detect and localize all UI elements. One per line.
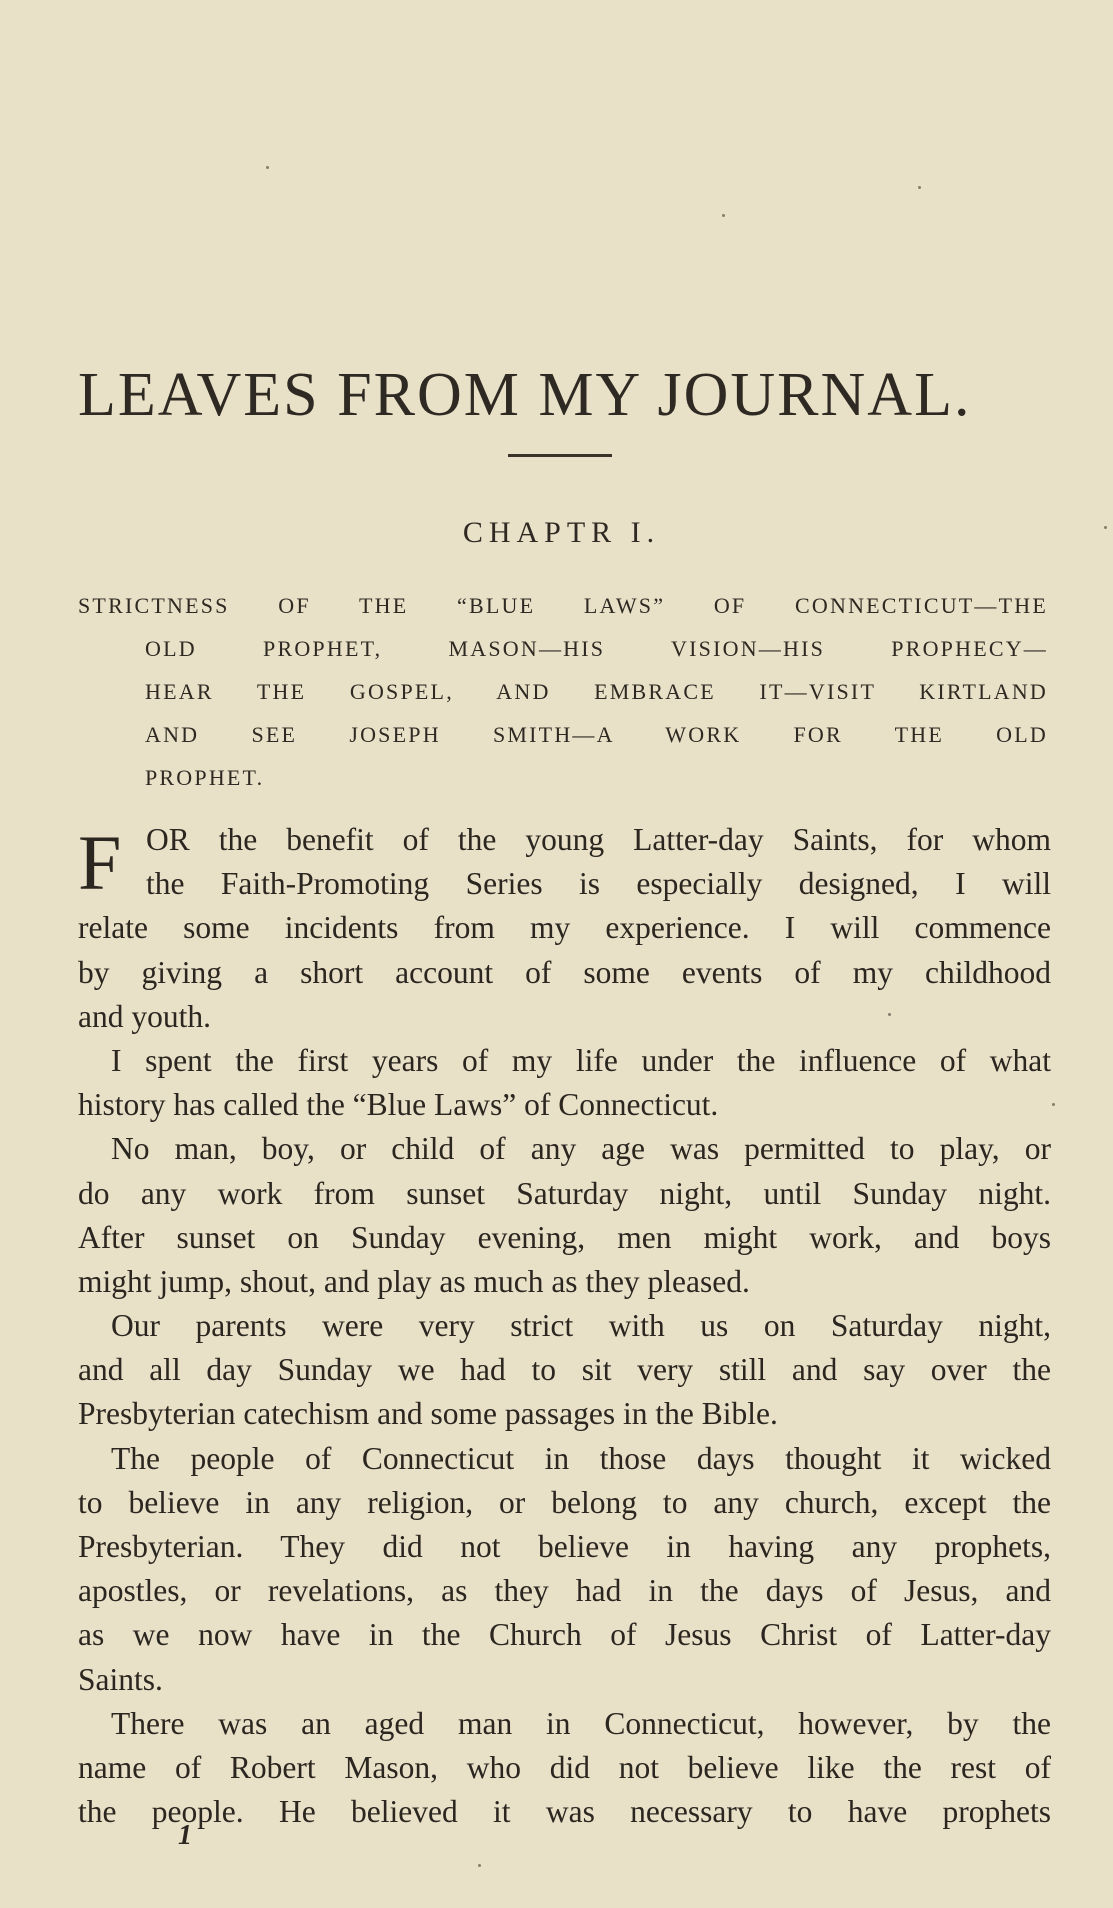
body-line: Saints. bbox=[78, 1661, 163, 1697]
body-line: OR the benefit of the young Latter-day Saints, for whom bbox=[146, 822, 1051, 857]
synopsis-line: OLD PROPHET, MASON—HIS VISION—HIS PROPHECY— bbox=[145, 636, 1048, 661]
body-line: After sunset on Sunday evening, men might work, and boys bbox=[78, 1219, 1051, 1255]
body-line: apostles, or revelations, as they had in the days of Jesus, and bbox=[78, 1573, 1051, 1609]
body-line: and all day Sunday we had to sit very still and say over the bbox=[78, 1352, 1051, 1388]
synopsis-line: PROPHET. bbox=[145, 765, 265, 790]
body-line: by giving a short account of some events of my childhood bbox=[78, 954, 1051, 990]
body-line: history has called the “Blue Laws” of Connecticut. bbox=[78, 1087, 719, 1123]
body-line: do any work from sunset Saturday night, until Sunday night. bbox=[78, 1175, 1051, 1211]
body-line: might jump, shout, and play as much as they pleased. bbox=[78, 1263, 750, 1299]
body-line: I spent the first years of my life under the influence of what bbox=[111, 1042, 1051, 1078]
body-line: the Faith-Promoting Series is especially designed, I will bbox=[146, 866, 1051, 902]
body-line: Presbyterian. They did not believe in having any prophets, bbox=[78, 1529, 1051, 1564]
chapter-synopsis bbox=[78, 590, 1048, 805]
page-speck bbox=[722, 214, 725, 217]
page-speck bbox=[918, 186, 921, 189]
page-speck bbox=[478, 1864, 481, 1867]
body-line: No man, boy, or child of any age was permitted to play, or bbox=[111, 1131, 1051, 1167]
synopsis-line: STRICTNESS OF THE “BLUE LAWS” OF CONNECTICUT—THE bbox=[78, 593, 1048, 618]
chapter-body bbox=[78, 818, 1051, 1834]
chapter-heading: CHAPTR I. bbox=[462, 516, 661, 549]
title-rule bbox=[508, 454, 612, 457]
body-line: relate some incidents from my experience. I will commence bbox=[78, 910, 1051, 946]
body-line: Our parents were very strict with us on Saturday night, bbox=[111, 1308, 1051, 1344]
drop-cap: F bbox=[78, 819, 122, 906]
body-line: the people. He believed it was necessary to have prophets bbox=[78, 1794, 1051, 1830]
body-line: and youth. bbox=[78, 998, 211, 1034]
synopsis-line: HEAR THE GOSPEL, AND EMBRACE IT—VISIT KIRTLAND bbox=[145, 679, 1048, 704]
page-speck bbox=[266, 166, 269, 169]
page-number: 1 bbox=[178, 1820, 192, 1851]
body-line: name of Robert Mason, who did not believe like the rest of bbox=[78, 1749, 1051, 1785]
body-line: Presbyterian catechism and some passages in the Bible. bbox=[78, 1396, 778, 1432]
page-speck bbox=[1052, 1103, 1055, 1106]
body-line: The people of Connecticut in those days thought it wicked bbox=[111, 1440, 1051, 1476]
body-line: There was an aged man in Connecticut, however, by the bbox=[111, 1705, 1051, 1741]
synopsis-line: AND SEE JOSEPH SMITH—A WORK FOR THE OLD bbox=[145, 722, 1048, 747]
body-line: to believe in any religion, or belong to any church, except the bbox=[78, 1484, 1051, 1520]
body-line: as we now have in the Church of Jesus Christ of Latter-day bbox=[78, 1617, 1051, 1653]
book-title: LEAVES FROM MY JOURNAL. bbox=[78, 360, 972, 429]
